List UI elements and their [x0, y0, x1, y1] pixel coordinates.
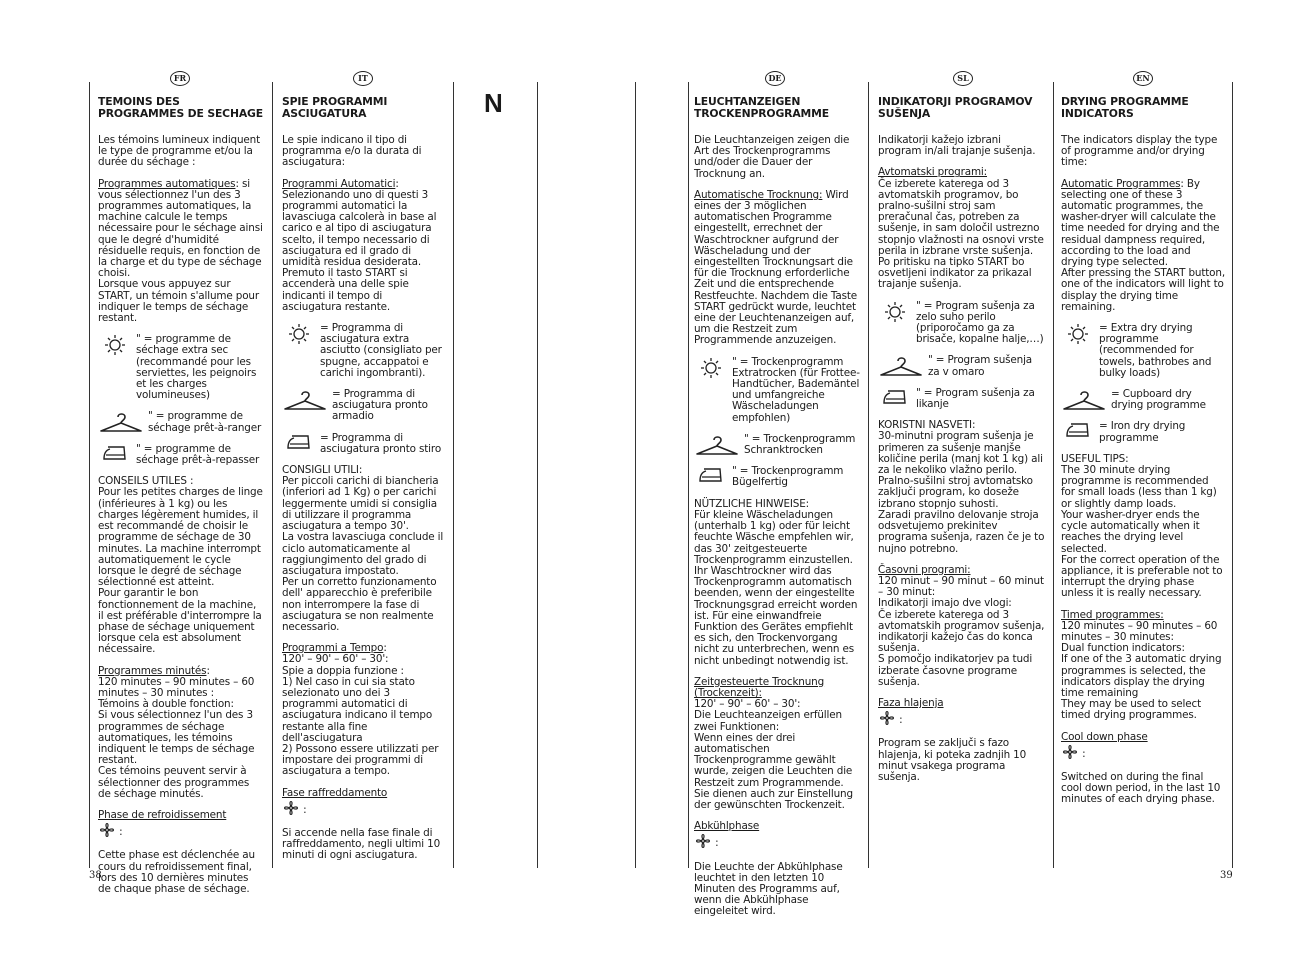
- column-de: [694, 96, 860, 928]
- iron-dry-row: [1061, 421, 1225, 443]
- extra-dry-text: " = Program sušenja za zelo suho perilo (priporočamo ga za brisače, kopalne halje,…): [916, 299, 1044, 346]
- cool-down-text: Program se zaključi s fazo hlajenja, ki poteka zadnjih 10 minut vsakega programa sušenja.: [878, 737, 1027, 783]
- cupboard-dry-row: [98, 411, 264, 433]
- language-badge-sl: SL: [953, 71, 973, 86]
- language-badge-de: DE: [765, 71, 785, 86]
- hanger-icon: [282, 389, 328, 411]
- sun-icon: [282, 323, 316, 345]
- iron-dry-text: = Iron dry drying programme: [1099, 420, 1186, 444]
- useful-tips: KORISTNI NASVETI: 30-minutni program sušenja je primeren za sušenje manjše količine perila (manj kot 1 kg) ali za le nekoliko vlažno perilo. Pralno-sušilni stroj avtomatsko zaključi program, ko doseže izbrano stopnjo suhosti. Zaradi pravilno delovanje stroja odsvetujemo prekinitev programa sušenja, razen če je to nujno potrebno.: [878, 419, 1045, 555]
- hanger-icon: [1061, 389, 1107, 411]
- section-title: SPIE PROGRAMMI ASCIUGATURA: [282, 95, 388, 120]
- timed-label: Zeitgesteuerte Trocknung (Trockenzeit):: [694, 675, 825, 699]
- fan-icon: [878, 709, 896, 727]
- automatic-text: : By selecting one of these 3 automatic programmes, the washer-dryer will calculate the time needed for drying and the residual dampness required, according to the load and drying type selected. After pressing the START button, one of the indicators will light to display the drying time remaining.: [1061, 177, 1225, 313]
- iron-dry-text: " = Trockenprogramm Bügelfertig: [732, 465, 844, 489]
- timed-label: Programmes minutés: [98, 664, 207, 677]
- hanger-icon: [694, 434, 740, 456]
- automatic-programmes: [694, 190, 860, 347]
- column-sl: [878, 96, 1046, 793]
- cupboard-dry-text: " = programme de séchage prêt-à-ranger: [148, 410, 262, 434]
- iron-dry-text: " = Program sušenja za likanje: [916, 386, 1035, 411]
- extra-dry-text: = Programma di asciugatura extra asciutto (consigliato per spugne, accappatoi e carichi ingombranti).: [320, 322, 442, 379]
- cool-down-phase: Phase de refroidissement : Cette phase est déclenchée au cours du refroidissement final, lors des 10 dernières minutes de chaque phase de séchage.: [98, 808, 255, 895]
- extra-dry-text: = Extra dry drying programme (recommended for towels, bathrobes and bulky loads): [1099, 322, 1212, 379]
- timed-text: : 120' – 90' – 60' – 30': Spie a doppia funzione : 1) Nel caso in cui sia stato selezionato uno dei 3 programmi automatici di asciugatura indicano il tempo restante alla fine dell'asciugatura 2) Possono essere utilizzati per impostare dei programmi di asciugatura a tempo.: [282, 642, 439, 778]
- useful-tips: CONSIGLI UTILI: Per piccoli carichi di biancheria (inferiori ad 1 Kg) o per carichi leggermente umidi si consiglia di utilizzare il programma asciugatura a tempo 30'. La vostra lavasciuga conclude il ciclo automaticamente al raggiungimento del grado di asciugatura impostato. Per un corretto funzionamento dell' apparecchio è preferibile non interrompere la fase di asciugatura se non realmente necessario.: [282, 464, 444, 633]
- extra-dry-row: [282, 323, 444, 379]
- divider: [688, 82, 689, 868]
- language-badge-en: EN: [1133, 71, 1153, 86]
- cool-down-phase: Faza hlajenja : Program se zaključi s fazo hlajenja, ki poteka zadnjih 10 minut vsakega programa sušenja.: [878, 696, 1027, 783]
- timed-label: Programmi a Tempo: [282, 642, 384, 655]
- section-title: INDIKATORJI PROGRAMOV SUŠENJA: [878, 95, 1033, 120]
- iron-icon: [98, 444, 132, 462]
- timed-text: 120 minut – 90 minut – 60 minut – 30 minut: Indikatorji imajo dve vlogi: Če izberete katerega od 3 avtomatskih programov sušenja, indikatorji kažejo čas do konca sušenja. S pomočjo indikatorjev pa tudi izberate časovne programe sušenja.: [878, 574, 1045, 688]
- cool-down-label: Abkühlphase: [694, 820, 760, 833]
- iron-dry-row: [694, 466, 860, 488]
- automatic-programmes: [98, 179, 264, 325]
- iron-icon: [1061, 421, 1095, 439]
- useful-tips: NÜTZLICHE HINWEISE: Für kleine Wäscheladungen (unterhalb 1 kg) oder für leicht feuchte Wäsche empfehlen wir, das 30' zeitgesteuerte Trockenprogramm einzustellen. Ihr Waschtrockner wird das Trockenprogramm automatisch beenden, wenn der eingestellte Trocknungsgrad erreicht worden ist. Für eine einwandfreie Funktion des Gerätes empfiehlt es sich, den Trockenvorgang nicht zu unterbrechen, wenn es nicht unbedingt notwendig ist.: [694, 497, 858, 667]
- timed-text: 120' – 90' – 60' – 30': Die Leuchteanzeigen erfüllen zwei Funktionen: Wenn eines der drei automatischen Trockenprogramme gewählt wurde, zeigen die Leuchten die Restzeit zum Programmende. Sie dienen auch zur Einstellung der gewünschten Trockenzeit.: [694, 698, 853, 811]
- iron-dry-text: " = programme de séchage prêt-à-repasser: [136, 442, 260, 467]
- divider: [1232, 82, 1233, 868]
- timed-text: : 120 minutes – 90 minutes – 60 minutes – 30 minutes : Témoins à double fonction: Si vous sélectionnez l'un des 3 programmes de séchage automatiques, les témoins indiquent le temps de séchage restant. Ces témoins peuvent servir à sélectionner des programmes de séchage minutés.: [98, 664, 255, 800]
- timed-label: Timed programmes:: [1061, 608, 1164, 621]
- cool-down-phase: Abkühlphase : Die Leuchte der Abkühlphase leuchtet in den letzten 10 Minuten des Programms auf, wenn die Abkühlphase eingeleitet wird.: [694, 820, 843, 918]
- timed-text: 120 minutes – 90 minutes – 60 minutes – 30 minutes: Dual function indicators: If one of the 3 automatic drying programmes is selected, the indicators display the drying time remaining They may be used to select timed drying programmes.: [1061, 619, 1222, 722]
- extra-dry-row: [1061, 323, 1225, 379]
- cupboard-dry-row: [282, 389, 444, 423]
- timed-programmes: [694, 677, 860, 811]
- fan-icon: [1061, 743, 1079, 761]
- automatic-text: : Selezionando uno di questi 3 programmi automatici la lavasciuga calcolerà in base al carico e al tipo di asciugatura scelto, il tempo necessario di asciugatura ed il grado di umidità residua desiderata. Premuto il tasto START si accenderà una delle spie indicanti il tempo di asciugatura restante.: [282, 177, 437, 313]
- fan-icon: [694, 832, 712, 850]
- sun-icon: [694, 357, 728, 379]
- automatic-label: Automatische Trocknung:: [694, 188, 823, 201]
- iron-dry-row: [878, 388, 1046, 410]
- intro-text: Die Leuchtanzeigen zeigen die Art des Trockenprogramms und/oder die Dauer der Trocknung an.: [694, 134, 850, 180]
- extra-dry-row: [98, 334, 264, 401]
- automatic-text: : si vous sélectionnez l'un des 3 programmes automatiques, la machine calcule le temps nécessaire pour le séchage ainsi que le degré d'humidité résiduelle requis, en fonction de la charge et du type de séchage choisi. Lorsque vous appuyez sur START, un témoin s'allume pour indiquer le temps de séchage restant.: [98, 177, 263, 325]
- extra-dry-text: " = Trockenprogramm Extratrocken (für Frottee-Handtücher, Bademäntel und umfangreiche Wäscheladungen empfohlen): [732, 355, 860, 424]
- language-badge-it: IT: [353, 71, 373, 86]
- hanger-icon: [98, 411, 144, 433]
- column-it: [282, 96, 444, 872]
- hanger-icon: [878, 355, 924, 377]
- fan-icon: [282, 799, 300, 817]
- automatic-label: Avtomatski programi:: [878, 166, 988, 179]
- cool-down-label: Fase raffreddamento: [282, 786, 388, 799]
- intro-text: The indicators display the type of programme and/or drying time:: [1061, 134, 1218, 169]
- intro-text: Le spie indicano il tipo di programma e/o la durata di asciugatura:: [282, 134, 422, 169]
- timed-programmes: [282, 643, 444, 777]
- column-fr: [98, 96, 264, 905]
- cool-down-text: Si accende nella fase finale di raffreddamento, negli ultimi 10 minuti di ogni asciugatura.: [282, 826, 441, 862]
- cool-down-text: Cette phase est déclenchée au cours du refroidissement final, lors des 10 dernières minutes de chaque phase de séchage.: [98, 849, 255, 895]
- cool-down-label: Faza hlajenja: [878, 696, 944, 709]
- timed-programmes: [878, 565, 1046, 688]
- divider: [868, 82, 869, 868]
- cupboard-dry-row: [694, 434, 860, 456]
- section-title: TEMOINS DES PROGRAMMES DE SECHAGE: [98, 95, 263, 120]
- timed-programmes: [1061, 610, 1225, 722]
- cupboard-dry-text: = Programma di asciugatura pronto armadio: [332, 388, 428, 423]
- cool-down-phase: Fase raffreddamento : Si accende nella fase finale di raffreddamento, negli ultimi 10 minuti di ogni asciugatura.: [282, 786, 441, 862]
- cool-down-phase: Cool down phase : Switched on during the final cool down period, in the last 10 minutes of each drying phase.: [1061, 730, 1221, 806]
- divider: [1053, 82, 1054, 868]
- page-number-right: 39: [1220, 870, 1233, 881]
- cool-down-text: Switched on during the final cool down period, in the last 10 minutes of each drying phase.: [1061, 770, 1221, 806]
- divider: [635, 82, 636, 868]
- iron-icon: [282, 433, 316, 451]
- cupboard-dry-row: [878, 355, 1046, 377]
- sun-icon: [878, 301, 912, 323]
- iron-dry-row: [98, 444, 264, 466]
- cupboard-dry-text: " = Trockenprogramm Schranktrocken: [744, 432, 856, 457]
- section-letter: N: [484, 88, 503, 118]
- cupboard-dry-text: = Cupboard dry drying programme: [1111, 388, 1206, 412]
- automatic-text: Če izberete katerega od 3 avtomatskih programov, bo pralno-sušilni stroj sam preračunal čas, potreben za sušenje, in sam določil ustrezno stopnjo vlažnosti na osnovi vrste perila in izbrane vrste sušenja. Po pritisku na tipko START bo osvetljeni indikator za prikazal trajanje sušenja.: [878, 177, 1044, 291]
- extra-dry-row: [878, 301, 1046, 346]
- automatic-label: Programmes automatiques: [98, 177, 236, 190]
- cupboard-dry-text: " = Program sušenja za v omaro: [928, 354, 1033, 378]
- timed-programmes: [98, 666, 264, 800]
- timed-label: Časovni programi:: [878, 563, 971, 576]
- section-title: LEUCHTANZEIGEN TROCKENPROGRAMME: [694, 95, 829, 120]
- cupboard-dry-row: [1061, 389, 1225, 411]
- divider: [453, 82, 454, 868]
- iron-dry-row: [282, 433, 444, 455]
- section-title: DRYING PROGRAMME INDICATORS: [1061, 95, 1189, 120]
- iron-dry-text: = Programma di asciugatura pronto stiro: [320, 431, 442, 455]
- useful-tips: CONSEILS UTILES : Pour les petites charges de linge (inférieures à 1 kg) ou les charges légèrement humides, il est recommandé de choisir le programme de séchage de 30 minutes. La machine interrompt automatiquement le cycle lorsque le degré de séchage sélectionné est atteint. Pour garantir le bon fonctionnement de la machine, il est préférable d'interrompre la phase de séchage uniquement lorsque cela est absolument nécessaire.: [98, 475, 263, 656]
- sun-icon: [1061, 323, 1095, 345]
- sun-icon: [98, 334, 132, 356]
- extra-dry-row: [694, 357, 860, 424]
- cool-down-label: Phase de refroidissement: [98, 808, 227, 821]
- automatic-text: Wird eines der 3 möglichen automatischen Programme eingestellt, errechnet der Waschtrockner aufgrund der Wäscheladung und der eingestellten Trocknungsart die für die Trocknung erforderliche Zeit und die entsprechende Restfeuchte. Nachdem die Taste START gedrückt wurde, leuchtet eine der Leuchtenanzeigen auf, um die Restzeit zum Programmende anzuzeigen.: [694, 188, 858, 347]
- fan-icon: [98, 821, 116, 839]
- cool-down-text: Die Leuchte der Abkühlphase leuchtet in den letzten 10 Minuten des Programms auf, wenn die Abkühlphase eingeleitet wird.: [694, 860, 843, 918]
- extra-dry-text: " = programme de séchage extra sec (recommandé pour les serviettes, les peignoirs et les charges volumineuses): [136, 333, 257, 402]
- iron-icon: [694, 466, 728, 484]
- cool-down-label: Cool down phase: [1061, 730, 1148, 743]
- automatic-programmes: [1061, 179, 1225, 313]
- automatic-programmes: [282, 179, 444, 313]
- automatic-label: Programmi Automatici: [282, 177, 396, 190]
- divider: [89, 82, 90, 868]
- language-badge-fr: FR: [170, 71, 190, 86]
- page-number-left: 38: [89, 870, 102, 881]
- divider: [537, 82, 538, 868]
- iron-icon: [878, 388, 912, 406]
- automatic-label: Automatic Programmes: [1061, 177, 1181, 190]
- automatic-programmes: [878, 167, 1046, 290]
- useful-tips: USEFUL TIPS: The 30 minute drying programme is recommended for small loads (less than 1 kg) or slightly damp loads. Your washer-dryer ends the cycle automatically when it reaches the drying level selected. For the correct operation of the appliance, it is preferable not to interrupt the drying phase unless it is really necessary.: [1061, 452, 1223, 600]
- divider: [272, 82, 273, 868]
- intro-text: Les témoins lumineux indiquent le type de programme et/ou la durée du séchage :: [98, 134, 261, 169]
- column-en: [1061, 96, 1225, 816]
- intro-text: Indikatorji kažejo izbrani program in/ali trajanje sušenja.: [878, 134, 1036, 158]
